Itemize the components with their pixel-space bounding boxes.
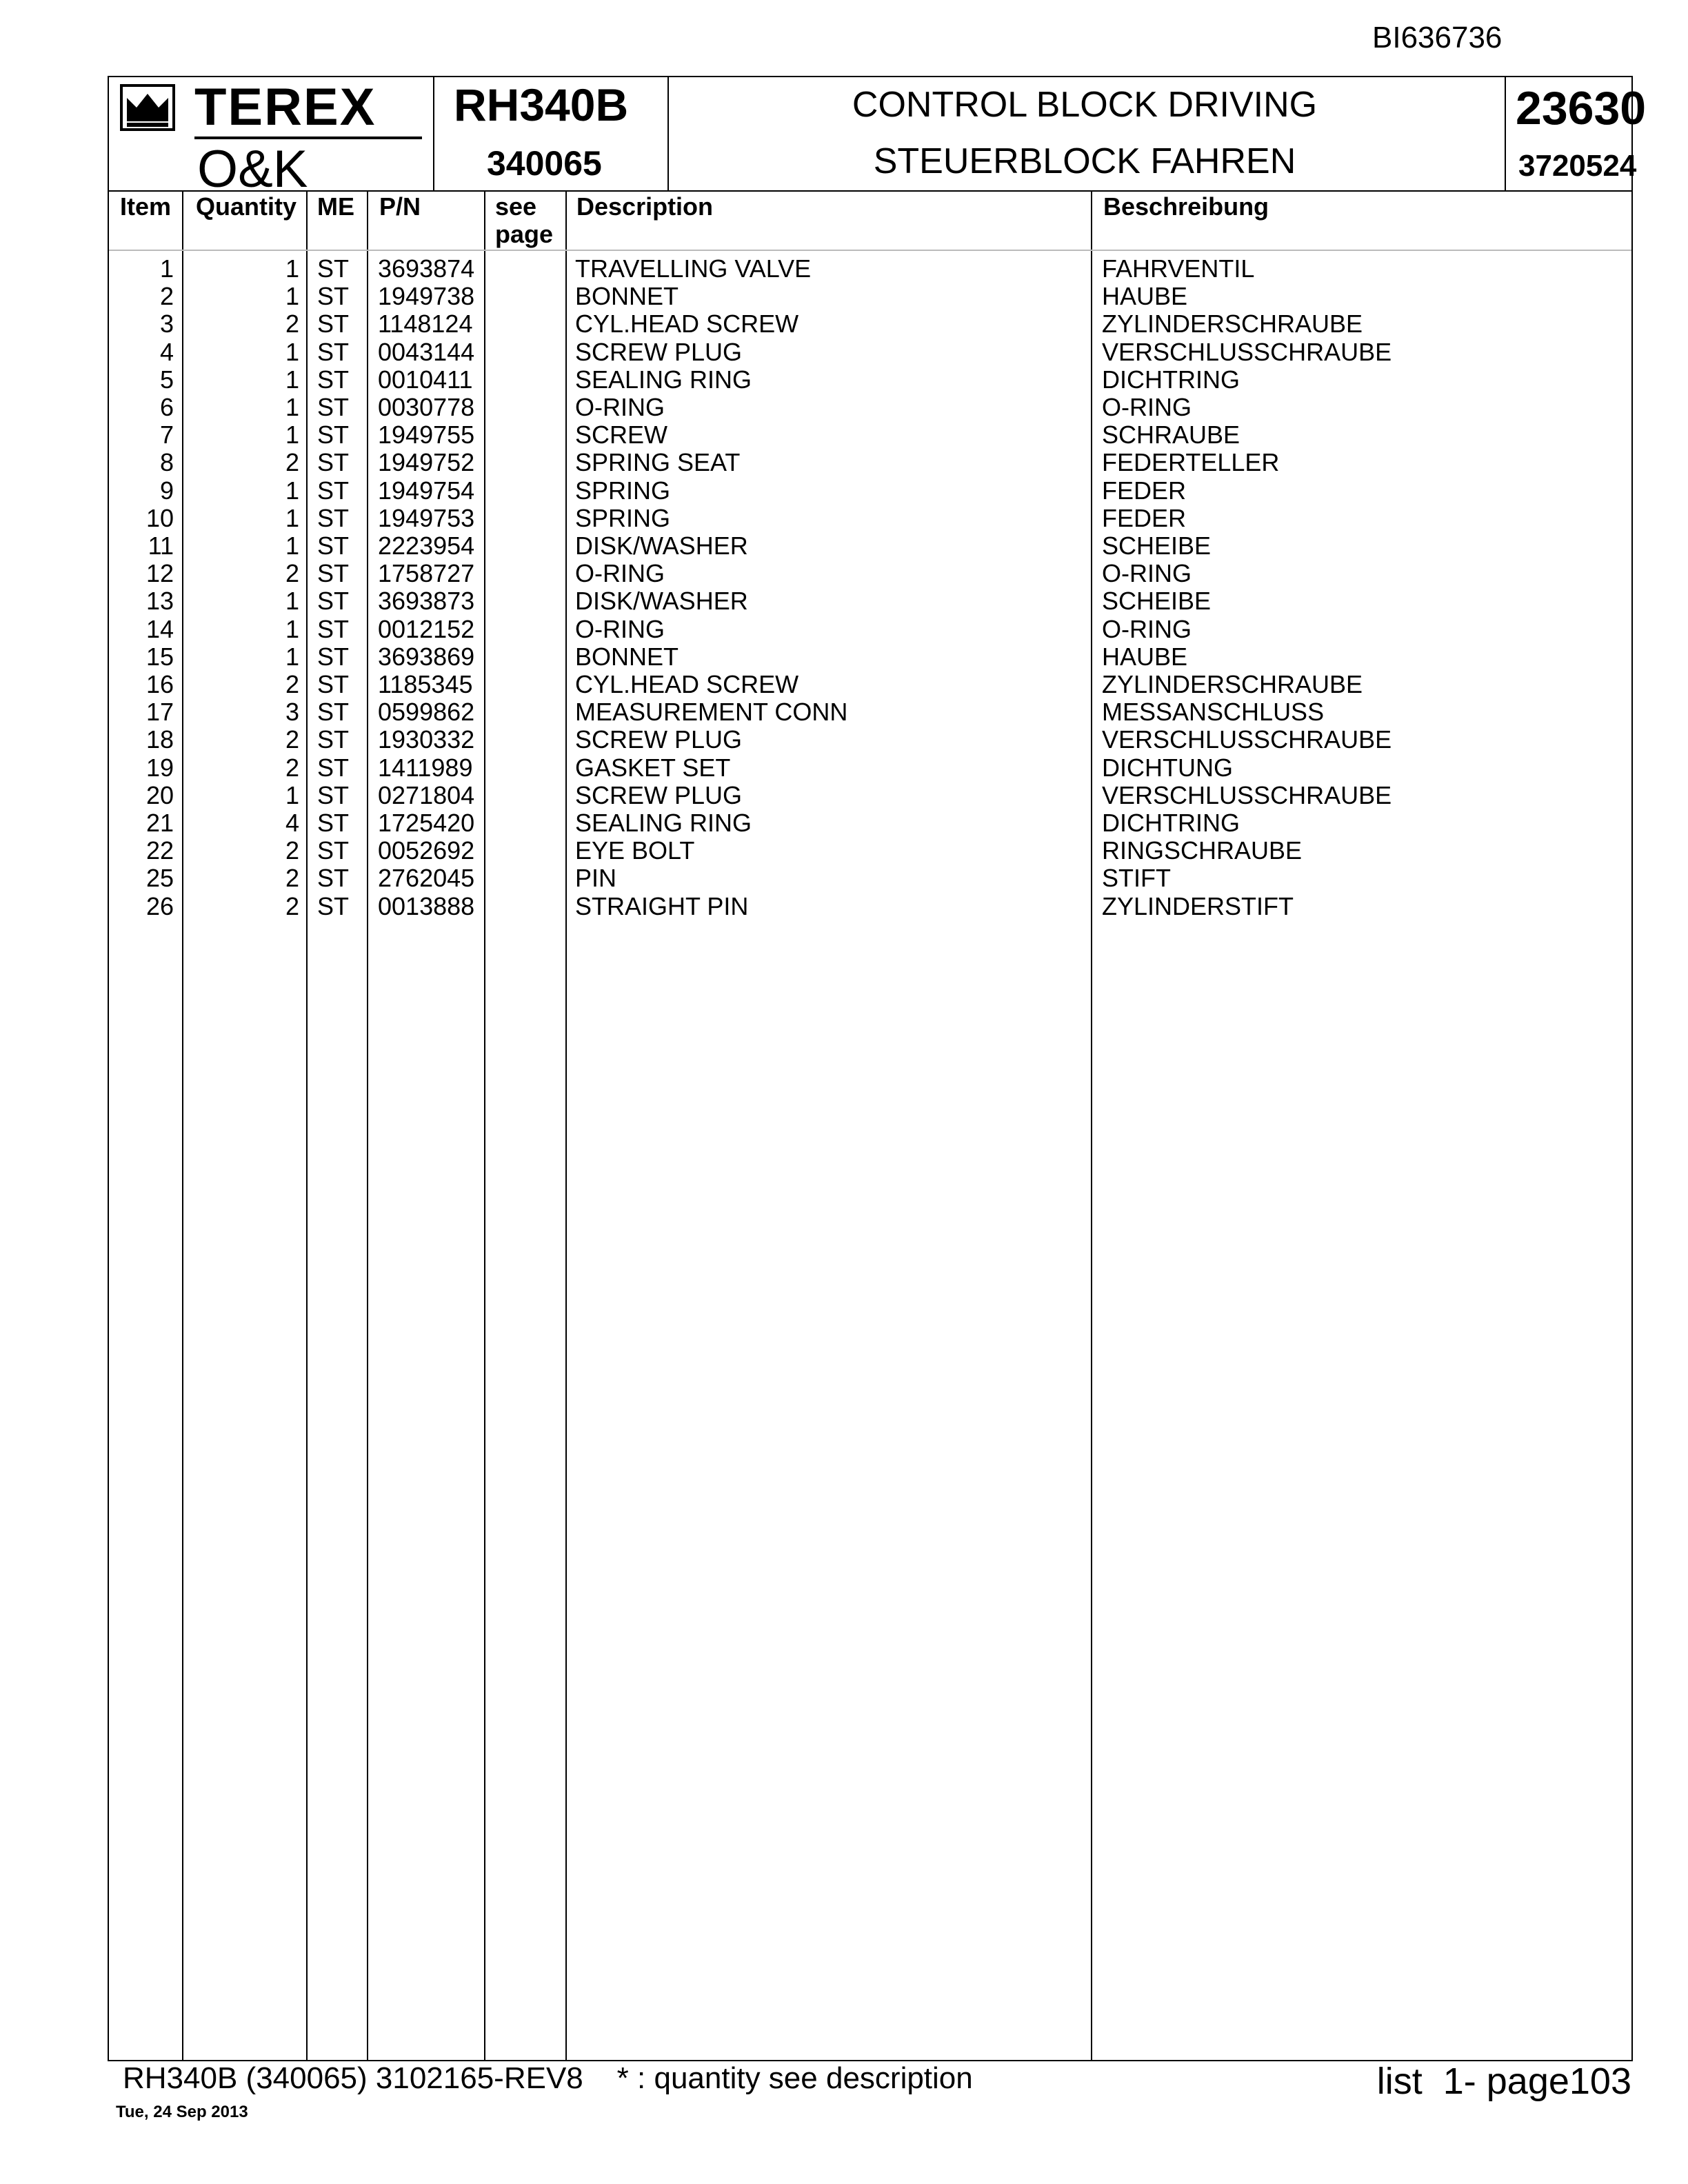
row-item: 26 bbox=[145, 891, 174, 920]
table-row bbox=[109, 782, 1633, 809]
footer-page-number: list 1- page103 bbox=[1376, 2061, 1631, 2102]
row-me: ST bbox=[317, 254, 350, 283]
row-item: 9 bbox=[159, 476, 174, 505]
row-item: 6 bbox=[159, 393, 174, 421]
row-item: 7 bbox=[159, 421, 174, 449]
group-number: 23630 bbox=[1516, 82, 1647, 134]
row-part-number: 3693873 bbox=[378, 587, 475, 616]
row-part-number: 0052692 bbox=[378, 836, 475, 865]
footer-reference: RH340B (340065) 3102165-REV8 * : quantity see description bbox=[123, 2061, 973, 2095]
row-me: ST bbox=[317, 503, 350, 532]
row-quantity: 2 bbox=[285, 559, 299, 588]
row-quantity: 1 bbox=[285, 780, 299, 809]
row-part-number: 0012152 bbox=[378, 614, 475, 643]
table-row bbox=[109, 394, 1633, 421]
column-header-description: Description bbox=[576, 192, 714, 221]
row-me: ST bbox=[317, 448, 350, 477]
row-quantity: 1 bbox=[285, 282, 299, 311]
row-description: SCREW PLUG bbox=[575, 780, 743, 809]
row-me: ST bbox=[317, 365, 350, 394]
row-part-number: 1930332 bbox=[378, 725, 475, 754]
sub-number: 3720524 bbox=[1518, 149, 1637, 183]
row-me: ST bbox=[317, 532, 350, 560]
row-item: 22 bbox=[145, 836, 174, 865]
row-beschreibung: HAUBE bbox=[1102, 282, 1188, 311]
row-quantity: 4 bbox=[285, 809, 299, 837]
header-divider bbox=[1505, 77, 1506, 190]
row-me: ST bbox=[317, 642, 350, 671]
row-part-number: 0010411 bbox=[378, 365, 473, 394]
sub-brand-name: O&K bbox=[197, 140, 308, 199]
row-beschreibung: SCHEIBE bbox=[1102, 587, 1212, 616]
row-beschreibung: ZYLINDERSCHRAUBE bbox=[1102, 310, 1363, 338]
document-id: BI636736 bbox=[1372, 21, 1503, 54]
row-beschreibung: FEDERTELLER bbox=[1102, 448, 1280, 477]
brand-logo bbox=[109, 77, 433, 199]
row-me: ST bbox=[317, 614, 350, 643]
table-row bbox=[109, 255, 1633, 283]
table-row bbox=[109, 671, 1633, 698]
table-row bbox=[109, 283, 1633, 310]
model-number: RH340B bbox=[454, 79, 629, 130]
see-page-line-2: page bbox=[495, 220, 554, 248]
row-description: O-RING bbox=[575, 559, 665, 588]
title-english: CONTROL BLOCK DRIVING bbox=[852, 85, 1318, 125]
row-description: BONNET bbox=[575, 282, 679, 311]
row-item: 3 bbox=[159, 310, 174, 338]
table-row bbox=[109, 809, 1633, 837]
row-description: SCREW bbox=[575, 421, 667, 449]
row-me: ST bbox=[317, 421, 350, 449]
column-header-see-page bbox=[495, 193, 553, 248]
row-quantity: 2 bbox=[285, 725, 299, 754]
row-beschreibung: DICHTRING bbox=[1102, 809, 1240, 837]
row-item: 15 bbox=[145, 642, 174, 671]
row-beschreibung: SCHEIBE bbox=[1102, 532, 1212, 560]
table-row bbox=[109, 754, 1633, 782]
footer-date: Tue, 24 Sep 2013 bbox=[116, 2103, 248, 2121]
row-beschreibung: VERSCHLUSSCHRAUBE bbox=[1102, 725, 1392, 754]
table-row bbox=[109, 560, 1633, 587]
row-item: 14 bbox=[145, 614, 174, 643]
header-rule bbox=[109, 250, 1631, 251]
row-description: O-RING bbox=[575, 614, 665, 643]
row-part-number: 1949752 bbox=[378, 448, 475, 477]
row-beschreibung: STIFT bbox=[1102, 864, 1171, 893]
row-quantity: 2 bbox=[285, 753, 299, 782]
row-me: ST bbox=[317, 809, 350, 837]
row-me: ST bbox=[317, 780, 350, 809]
row-quantity: 2 bbox=[285, 836, 299, 865]
row-item: 17 bbox=[145, 698, 174, 727]
row-me: ST bbox=[317, 698, 350, 727]
row-part-number: 0271804 bbox=[378, 780, 475, 809]
row-description: STRAIGHT PIN bbox=[575, 891, 749, 920]
table-row bbox=[109, 698, 1633, 726]
row-part-number: 1185345 bbox=[378, 670, 473, 698]
row-quantity: 1 bbox=[285, 614, 299, 643]
row-item: 25 bbox=[145, 864, 174, 893]
row-description: SPRING SEAT bbox=[575, 448, 741, 477]
table-row bbox=[109, 505, 1633, 532]
row-quantity: 1 bbox=[285, 642, 299, 671]
row-quantity: 2 bbox=[285, 864, 299, 893]
row-beschreibung: FEDER bbox=[1102, 503, 1187, 532]
table-row bbox=[109, 477, 1633, 505]
row-beschreibung: DICHTUNG bbox=[1102, 753, 1233, 782]
row-description: SEALING RING bbox=[575, 365, 752, 394]
table-row bbox=[109, 587, 1633, 615]
row-me: ST bbox=[317, 864, 350, 893]
table-row bbox=[109, 449, 1633, 476]
row-description: PIN bbox=[575, 864, 617, 893]
row-quantity: 1 bbox=[285, 254, 299, 283]
brand-name: TEREX bbox=[194, 78, 376, 136]
serial-number: 340065 bbox=[487, 144, 602, 183]
row-item: 5 bbox=[159, 365, 174, 394]
row-part-number: 0030778 bbox=[378, 393, 475, 421]
row-item: 21 bbox=[145, 809, 174, 837]
row-beschreibung: VERSCHLUSSCHRAUBE bbox=[1102, 337, 1392, 366]
row-item: 4 bbox=[159, 337, 174, 366]
row-quantity: 1 bbox=[285, 503, 299, 532]
row-description: DISK/WASHER bbox=[575, 532, 748, 560]
row-item: 10 bbox=[145, 503, 174, 532]
column-header-me: ME bbox=[317, 192, 354, 221]
row-item: 2 bbox=[159, 282, 174, 311]
row-beschreibung: O-RING bbox=[1102, 393, 1192, 421]
row-part-number: 1949754 bbox=[378, 476, 475, 505]
row-me: ST bbox=[317, 559, 350, 588]
table-row bbox=[109, 616, 1633, 643]
row-beschreibung: HAUBE bbox=[1102, 642, 1188, 671]
row-quantity: 2 bbox=[285, 891, 299, 920]
logo-divider bbox=[194, 136, 422, 139]
row-description: SCREW PLUG bbox=[575, 337, 743, 366]
row-description: SCREW PLUG bbox=[575, 725, 743, 754]
table-row bbox=[109, 532, 1633, 560]
row-me: ST bbox=[317, 670, 350, 698]
row-quantity: 1 bbox=[285, 337, 299, 366]
table-row bbox=[109, 726, 1633, 754]
row-item: 11 bbox=[148, 532, 174, 560]
row-part-number: 3693874 bbox=[378, 254, 475, 283]
row-description: TRAVELLING VALVE bbox=[575, 254, 812, 283]
row-beschreibung: O-RING bbox=[1102, 614, 1192, 643]
row-part-number: 0043144 bbox=[378, 337, 475, 366]
table-row bbox=[109, 865, 1633, 892]
column-header-item: Item bbox=[120, 192, 172, 221]
row-quantity: 3 bbox=[285, 698, 299, 727]
table-row bbox=[109, 893, 1633, 920]
row-beschreibung: DICHTRING bbox=[1102, 365, 1240, 394]
row-beschreibung: MESSANSCHLUSS bbox=[1102, 698, 1325, 727]
header-divider bbox=[433, 77, 434, 190]
row-description: CYL.HEAD SCREW bbox=[575, 670, 799, 698]
row-me: ST bbox=[317, 310, 350, 338]
row-quantity: 2 bbox=[285, 310, 299, 338]
column-header-quantity: Quantity bbox=[196, 192, 297, 221]
row-part-number: 1411989 bbox=[378, 753, 473, 782]
row-description: SPRING bbox=[575, 503, 671, 532]
row-part-number: 1148124 bbox=[378, 310, 473, 338]
row-beschreibung: FEDER bbox=[1102, 476, 1187, 505]
table-row bbox=[109, 643, 1633, 671]
row-quantity: 2 bbox=[285, 670, 299, 698]
row-part-number: 3693869 bbox=[378, 642, 475, 671]
row-part-number: 1949753 bbox=[378, 503, 475, 532]
row-beschreibung: FAHRVENTIL bbox=[1102, 254, 1255, 283]
row-quantity: 1 bbox=[285, 476, 299, 505]
row-me: ST bbox=[317, 282, 350, 311]
row-item: 13 bbox=[145, 587, 174, 616]
row-beschreibung: RINGSCHRAUBE bbox=[1102, 836, 1303, 865]
table-row bbox=[109, 338, 1633, 366]
row-description: MEASUREMENT CONN bbox=[575, 698, 848, 727]
row-me: ST bbox=[317, 725, 350, 754]
table-row bbox=[109, 837, 1633, 865]
row-description: SPRING bbox=[575, 476, 671, 505]
row-quantity: 2 bbox=[285, 448, 299, 477]
row-part-number: 1725420 bbox=[378, 809, 475, 837]
row-part-number: 0013888 bbox=[378, 891, 475, 920]
row-item: 19 bbox=[145, 753, 174, 782]
row-beschreibung: VERSCHLUSSCHRAUBE bbox=[1102, 780, 1392, 809]
row-quantity: 1 bbox=[285, 421, 299, 449]
row-quantity: 1 bbox=[285, 393, 299, 421]
row-quantity: 1 bbox=[285, 587, 299, 616]
row-beschreibung: O-RING bbox=[1102, 559, 1192, 588]
row-beschreibung: ZYLINDERSCHRAUBE bbox=[1102, 670, 1363, 698]
crown-icon bbox=[120, 84, 175, 131]
row-item: 16 bbox=[145, 670, 174, 698]
row-description: SEALING RING bbox=[575, 809, 752, 837]
row-me: ST bbox=[317, 337, 350, 366]
row-quantity: 1 bbox=[285, 365, 299, 394]
row-me: ST bbox=[317, 836, 350, 865]
row-description: DISK/WASHER bbox=[575, 587, 748, 616]
parts-table bbox=[108, 192, 1633, 2061]
row-item: 1 bbox=[159, 254, 174, 283]
row-beschreibung: SCHRAUBE bbox=[1102, 421, 1240, 449]
row-part-number: 1949755 bbox=[378, 421, 475, 449]
row-part-number: 1758727 bbox=[378, 559, 475, 588]
row-me: ST bbox=[317, 476, 350, 505]
row-quantity: 1 bbox=[285, 532, 299, 560]
row-item: 8 bbox=[159, 448, 174, 477]
row-item: 20 bbox=[145, 780, 174, 809]
row-me: ST bbox=[317, 891, 350, 920]
row-part-number: 2223954 bbox=[378, 532, 475, 560]
row-part-number: 2762045 bbox=[378, 864, 475, 893]
column-header-pn: P/N bbox=[379, 192, 421, 221]
table-row bbox=[109, 310, 1633, 338]
row-description: BONNET bbox=[575, 642, 679, 671]
row-description: GASKET SET bbox=[575, 753, 731, 782]
row-part-number: 0599862 bbox=[378, 698, 475, 727]
see-page-line-1: see bbox=[495, 192, 537, 221]
row-part-number: 1949738 bbox=[378, 282, 475, 311]
column-header-beschreibung: Beschreibung bbox=[1103, 192, 1269, 221]
row-item: 12 bbox=[145, 559, 174, 588]
row-description: EYE BOLT bbox=[575, 836, 695, 865]
table-row bbox=[109, 421, 1633, 449]
row-beschreibung: ZYLINDERSTIFT bbox=[1102, 891, 1294, 920]
parts-list-header bbox=[108, 76, 1647, 199]
row-description: O-RING bbox=[575, 393, 665, 421]
row-me: ST bbox=[317, 393, 350, 421]
row-description: CYL.HEAD SCREW bbox=[575, 310, 799, 338]
row-me: ST bbox=[317, 753, 350, 782]
row-item: 18 bbox=[145, 725, 174, 754]
title-german: STEUERBLOCK FAHREN bbox=[873, 141, 1296, 181]
table-row bbox=[109, 366, 1633, 394]
row-me: ST bbox=[317, 587, 350, 616]
